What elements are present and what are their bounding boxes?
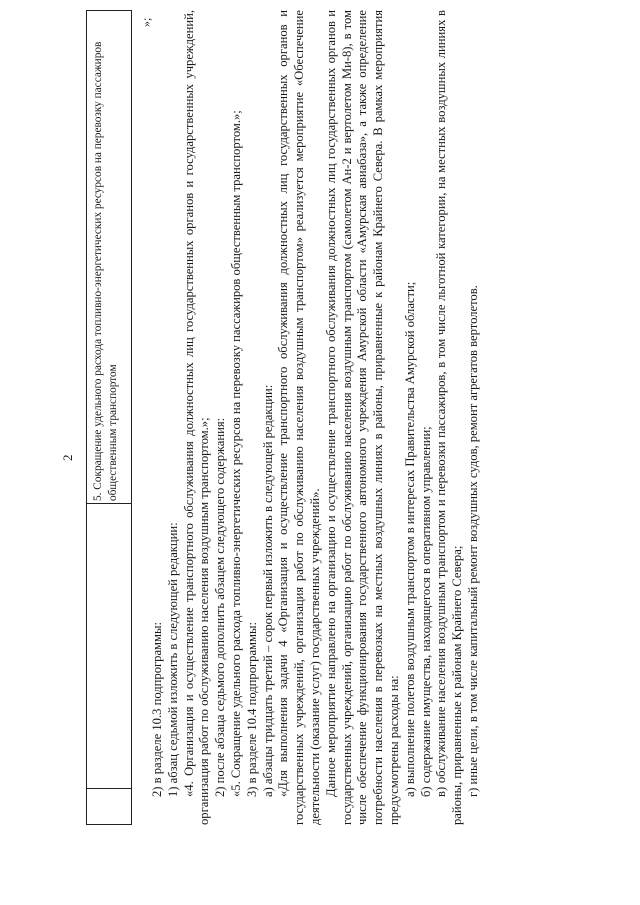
measures-table	[86, 10, 153, 825]
paragraph: 2) в разделе 10.3 подпрограммы:	[150, 622, 164, 797]
paragraph: в) обслуживание населения воздушным транспортом и перевозки пассажиров, в том числе льготной категории, на местных воздушных линиях в районы, приравненные к районам Крайнего Севера;	[434, 10, 465, 825]
paragraph: «5. Сокращение удельного расхода топливно-энергетических ресурсов на перевозку пассажиров общественным транспортом.»;	[228, 110, 243, 797]
paragraph: «Для выполнения задачи 4 «Организация и осуществление транспортного обслуживания должностных лиц государственных органов и государственных учреждений, организация работ по обслуживанию населения воздушным транспортом» реализуется мероприятие «Обеспечение деятельности (оказание услуг) государственных учреждений».	[276, 10, 322, 825]
paragraph: Данное мероприятие направлено на организацию и осуществление транспортного обслуживания должностных лиц государственных органов и государственных учреждений, организацию работ по обслуживанию населения воздушным транспортом (самолетом Ан-2 и вертолетом Ми-8), в том числе обеспечение функционирования государственного автономного учреждения Амурской области «Амурская авиабаза», а также определение потребности населения в перевозках на местных воздушных линиях в районы, приравненные к районам Крайнего Севера. В рамках мероприятия предусмотрены расходы на:	[323, 10, 401, 825]
paragraph: б) содержание имущества, находящегося в оперативном управлении;	[418, 426, 433, 797]
paragraph: 3) в разделе 10.4 подпрограммы:	[244, 622, 259, 797]
table-divider	[87, 788, 131, 789]
page-number: 2	[60, 454, 75, 461]
table-cell-line: 5. Сокращение удельного расхода топливно-энергетических ресурсов на перевозку пассажиров	[92, 41, 104, 501]
document-body	[150, 10, 482, 825]
paragraph: а) выполнение полетов воздушным транспортом в интересах Правительства Амурской области;	[402, 281, 417, 797]
paragraph: г) иные цели, в том числе капитальный ремонт воздушных судов, ремонт агрегатов вертолетов.	[465, 285, 480, 797]
paragraph: «4. Организация и осуществление транспортного обслуживания должностных лиц государственных органов и государственных учреждений, организация работ по обслуживанию населения воздушным транспортом.»;	[181, 10, 212, 825]
paragraph: 2) после абзаца седьмого дополнить абзацем следующего содержания:	[213, 417, 228, 797]
table-cell	[91, 42, 121, 501]
paragraph: а) абзацы тридцать третий – сорок первый изложить в следующей редакции:	[260, 384, 275, 797]
table-divider	[87, 503, 131, 504]
paragraph: 1) абзац седьмой изложить в следующей редакции:	[165, 522, 180, 797]
table-cell-line: общественным транспортом	[107, 364, 119, 501]
quote-close: »;	[139, 17, 153, 27]
